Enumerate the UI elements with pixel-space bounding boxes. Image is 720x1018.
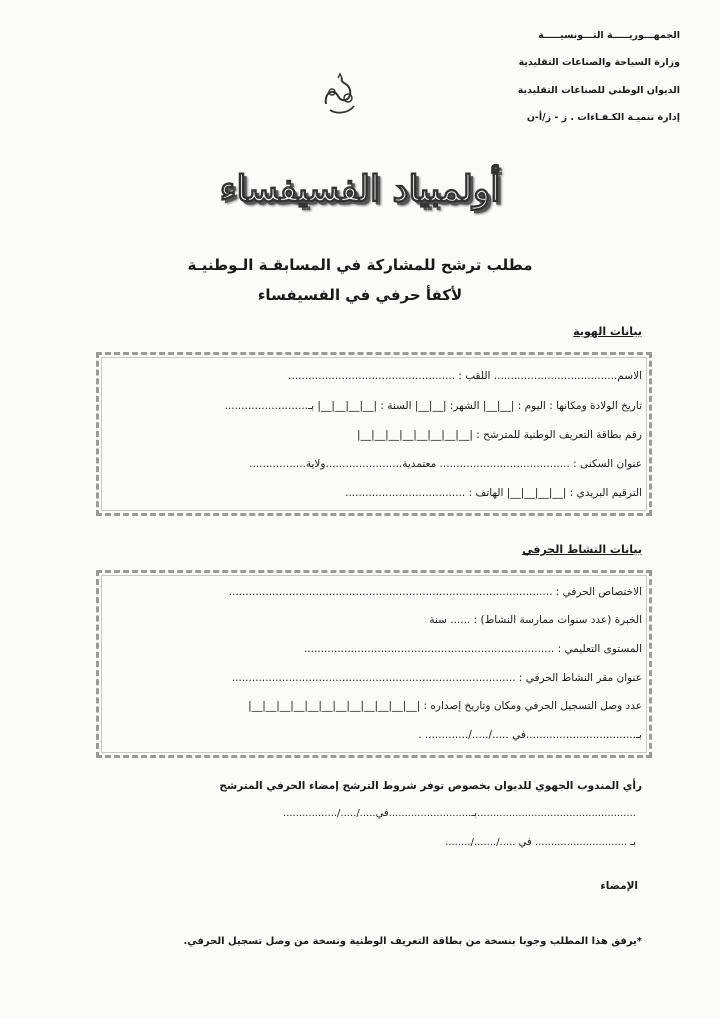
subtitle-request: مطلب ترشح للمشاركة في المسابقـة الـوطنيـة (187, 256, 533, 274)
subtitle-competition: لأكفأ حرفي في الفسيفساء (257, 286, 463, 304)
postal-phone-row[interactable]: الترقيم البريدي : |__|__|__|__| الهاتف : .................................... (345, 487, 642, 499)
registration-place-row[interactable]: بـ.................................في ...../...../............. . (418, 729, 642, 741)
workshop-address-row[interactable]: عنوان مقر النشاط الحرفي : ..................................................................................... (231, 672, 642, 684)
experience-row[interactable]: الخبرة (عدد سنوات ممارسة النشاط) : ...... سنة (429, 614, 642, 626)
office-logo-icon (318, 70, 362, 120)
main-title: أولمبياد الفسيفساء (219, 168, 501, 210)
signature-label: الإمضاء (600, 880, 638, 892)
delegate-opinion-heading: رأي المندوب الجهوي للديوان بخصوص توفر شروط الترشح إمضاء الحرفي المترشح (219, 780, 642, 792)
opinion-line-2[interactable]: بـ ............................. في ...../......./........ (445, 837, 636, 848)
education-row[interactable]: المستوى التعليمي : ........................................................................... (303, 643, 642, 655)
name-row[interactable]: الاسم..................................... اللقب : .................................................. (288, 370, 642, 382)
address-row[interactable]: عنوان السكنى : ....................................... معتمدية.......................ولاية................. (249, 458, 642, 470)
specialty-row[interactable]: الاختصاص الحرفي : ................................................................................................. (228, 586, 642, 598)
header-ministry: وزارة السياحة والصناعات التقليدية (518, 57, 680, 68)
craft-heading: بيانات النشاط الحرفي (522, 543, 642, 556)
header-office: الديوان الوطني للصناعات التقليدية (517, 85, 680, 96)
id-card-row[interactable]: رقم بطاقة التعريف الوطنية للمترشح : |__|__|__|__|__|__|__|__| (357, 429, 642, 441)
footnote: *يرفق هذا المطلب وجوبا بنسخة من بطاقة التعريف الوطنية ونسخة من وصل تسجيل الحرفي. (183, 936, 642, 947)
registration-row[interactable]: عدد وصل التسجيل الحرفي ومكان وتاريخ إصداره : |__|__|__|__|__|__|__|__|__|__|__|__| (248, 700, 642, 712)
identity-heading: بيانات الهوية (573, 325, 642, 338)
opinion-line-1[interactable]: ..................................................بـ..........................في...../...../................. (283, 808, 636, 819)
birth-row[interactable]: تاريخ الولادة ومكانها : اليوم : |__|__| الشهر: |__|__| السنة : |__|__|__|__| بـ......................... (224, 400, 642, 412)
header-republic: الجمهـــوريـــــة التـــونسيـــــة (538, 30, 680, 41)
header-department: إدارة تنميـة الكـفـاءات . ز - ز/أ-ن (526, 112, 680, 123)
